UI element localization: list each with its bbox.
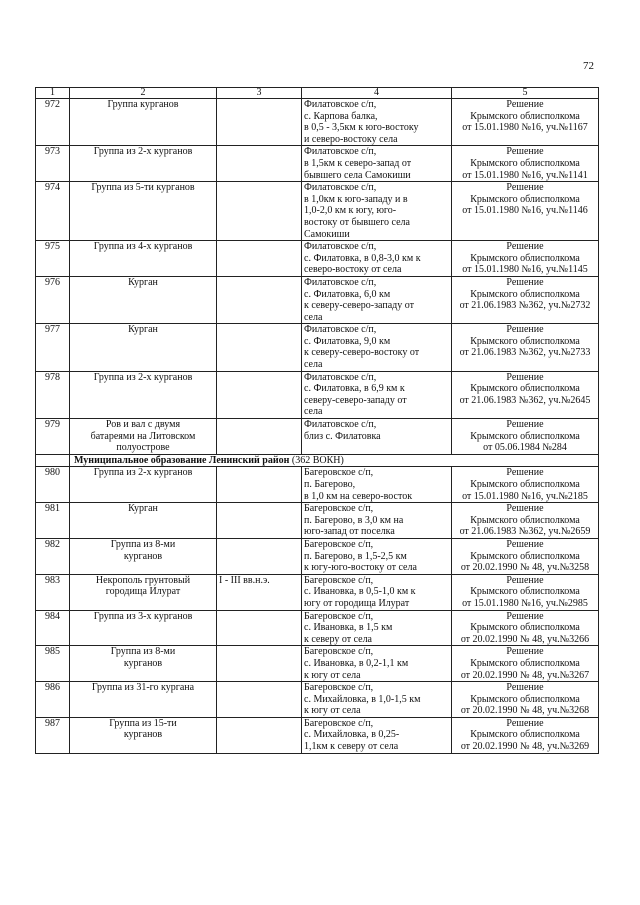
monument-location: Филатовское с/п, в 1,5км к северо-запад от бывшего села Самокиши — [302, 146, 452, 182]
column-header: 3 — [217, 88, 302, 99]
protection-document: Решение Крымского облисполкома от 20.02.1990 № 48, уч.№3258 — [452, 538, 599, 574]
monument-name: Курган — [70, 503, 217, 539]
table-row — [36, 182, 599, 241]
protection-document: Решение Крымского облисполкома от 15.01.1980 №16, уч.№1146 — [452, 182, 599, 241]
monument-location: Филатовское с/п, с. Филатовка, в 0,8-3,0 км к северо-востоку от села — [302, 241, 452, 277]
monument-dating — [217, 241, 302, 277]
monument-dating — [217, 538, 302, 574]
monument-dating: I - III вв.н.э. — [217, 574, 302, 610]
section-title-cell — [70, 454, 599, 467]
row-number: 979 — [36, 419, 70, 455]
protection-document: Решение Крымского облисполкома от 20.02.1990 № 48, уч.№3266 — [452, 610, 599, 646]
row-number: 976 — [36, 276, 70, 323]
protection-document: Решение Крымского облисполкома от 15.01.1980 №16, уч.№1141 — [452, 146, 599, 182]
row-number: 981 — [36, 503, 70, 539]
protection-document: Решение Крымского облисполкома от 15.01.1980 №16, уч.№1167 — [452, 99, 599, 146]
monument-dating — [217, 99, 302, 146]
column-header: 2 — [70, 88, 217, 99]
monument-location: Филатовское с/п, в 1,0км к юго-западу и в 1,0-2,0 км к югу, юго- востоку от бывшего села Самокиши — [302, 182, 452, 241]
monument-name: Группа из 8-ми курганов — [70, 538, 217, 574]
monument-name: Группа из 8-ми курганов — [70, 646, 217, 682]
monument-location: Багеровское с/п, с. Михайловка, в 0,25- 1,1км к северу от села — [302, 717, 452, 753]
protection-document: Решение Крымского облисполкома от 05.06.1984 №284 — [452, 419, 599, 455]
monument-location: Багеровское с/п, п. Багерово, в 1,5-2,5 км к югу-юго-востоку от села — [302, 538, 452, 574]
table-row — [36, 276, 599, 323]
protection-document: Решение Крымского облисполкома от 21.06.1983 №362, уч.№2733 — [452, 324, 599, 371]
table-row — [36, 503, 599, 539]
protection-document: Решение Крымского облисполкома от 20.02.1990 № 48, уч.№3268 — [452, 682, 599, 718]
table-row — [36, 371, 599, 418]
monument-name: Курган — [70, 324, 217, 371]
row-number: 986 — [36, 682, 70, 718]
row-number: 975 — [36, 241, 70, 277]
monument-location: Филатовское с/п, с. Филатовка, 9,0 км к северу-северо-востоку от села — [302, 324, 452, 371]
monuments-table — [35, 87, 599, 754]
monument-location: Багеровское с/п, п. Багерово, в 3,0 км на юго-запад от поселка — [302, 503, 452, 539]
monument-dating — [217, 324, 302, 371]
row-number: 987 — [36, 717, 70, 753]
row-number: 978 — [36, 371, 70, 418]
monument-name: Группа из 4-х курганов — [70, 241, 217, 277]
table-row — [36, 646, 599, 682]
row-number: 983 — [36, 574, 70, 610]
column-header: 1 — [36, 88, 70, 99]
table-row — [36, 467, 599, 503]
monument-name: Группа из 3-х курганов — [70, 610, 217, 646]
monument-dating — [217, 682, 302, 718]
protection-document: Решение Крымского облисполкома от 15.01.1980 №16, уч.№2185 — [452, 467, 599, 503]
row-number: 974 — [36, 182, 70, 241]
table-row — [36, 419, 599, 455]
row-number: 982 — [36, 538, 70, 574]
monument-dating — [217, 467, 302, 503]
monument-name: Некрополь грунтовый городища Илурат — [70, 574, 217, 610]
monument-location: Багеровское с/п, с. Ивановка, в 0,5-1,0 км к югу от городища Илурат — [302, 574, 452, 610]
section-note: (362 ВОКН) — [291, 454, 344, 466]
monument-location: Багеровское с/п, с. Михайловка, в 1,0-1,5 км к югу от села — [302, 682, 452, 718]
protection-document: Решение Крымского облисполкома от 20.02.1990 № 48, уч.№3267 — [452, 646, 599, 682]
monument-name: Курган — [70, 276, 217, 323]
monument-dating — [217, 419, 302, 455]
monument-name: Группа из 15-ти курганов — [70, 717, 217, 753]
monument-name: Группа из 5-ти курганов — [70, 182, 217, 241]
protection-document: Решение Крымского облисполкома от 15.01.1980 №16, уч.№1145 — [452, 241, 599, 277]
table-header-row — [36, 88, 599, 99]
monument-dating — [217, 717, 302, 753]
monument-location: Багеровское с/п, п. Багерово, в 1,0 км на северо-восток — [302, 467, 452, 503]
section-row — [36, 454, 599, 467]
monument-dating — [217, 610, 302, 646]
protection-document: Решение Крымского облисполкома от 21.06.1983 №362, уч.№2645 — [452, 371, 599, 418]
monument-dating — [217, 276, 302, 323]
table-row — [36, 324, 599, 371]
row-number: 984 — [36, 610, 70, 646]
table-row — [36, 146, 599, 182]
monument-location: Филатовское с/п, близ с. Филатовка — [302, 419, 452, 455]
monument-name: Группа из 2-х курганов — [70, 371, 217, 418]
monument-name: Группа из 31-го кургана — [70, 682, 217, 718]
monument-location: Багеровское с/п, с. Ивановка, в 0,2-1,1 км к югу от села — [302, 646, 452, 682]
table-row — [36, 682, 599, 718]
column-header: 4 — [302, 88, 452, 99]
row-number: 972 — [36, 99, 70, 146]
table-row — [36, 717, 599, 753]
monument-name: Группа курганов — [70, 99, 217, 146]
section-blank-cell — [36, 454, 70, 467]
table-row — [36, 241, 599, 277]
monument-dating — [217, 182, 302, 241]
protection-document: Решение Крымского облисполкома от 15.01.1980 №16, уч.№2985 — [452, 574, 599, 610]
row-number: 973 — [36, 146, 70, 182]
monument-location: Филатовское с/п, с. Карпова балка, в 0,5 - 3,5км к юго-востоку и северо-востоку села — [302, 99, 452, 146]
monument-location: Филатовское с/п, с. Филатовка, 6,0 км к северу-северо-западу от села — [302, 276, 452, 323]
monument-name: Ров и вал с двумя батареями на Литовском полуострове — [70, 419, 217, 455]
monument-dating — [217, 646, 302, 682]
monument-location: Филатовское с/п, с. Филатовка, в 6,9 км к северу-северо-западу от села — [302, 371, 452, 418]
row-number: 985 — [36, 646, 70, 682]
row-number: 977 — [36, 324, 70, 371]
table-row — [36, 610, 599, 646]
monument-name: Группа из 2-х курганов — [70, 146, 217, 182]
column-header: 5 — [452, 88, 599, 99]
protection-document: Решение Крымского облисполкома от 21.06.1983 №362, уч.№2659 — [452, 503, 599, 539]
row-number: 980 — [36, 467, 70, 503]
monument-dating — [217, 371, 302, 418]
section-title: Муниципальное образование Ленинский район — [74, 454, 290, 466]
protection-document: Решение Крымского облисполкома от 20.02.1990 № 48, уч.№3269 — [452, 717, 599, 753]
monument-name: Группа из 2-х курганов — [70, 467, 217, 503]
monument-dating — [217, 146, 302, 182]
protection-document: Решение Крымского облисполкома от 21.06.1983 №362, уч.№2732 — [452, 276, 599, 323]
monument-location: Багеровское с/п, с. Ивановка, в 1,5 км к северу от села — [302, 610, 452, 646]
table-row — [36, 574, 599, 610]
page-number: 72 — [583, 60, 594, 72]
table-row — [36, 99, 599, 146]
table-row — [36, 538, 599, 574]
monument-dating — [217, 503, 302, 539]
